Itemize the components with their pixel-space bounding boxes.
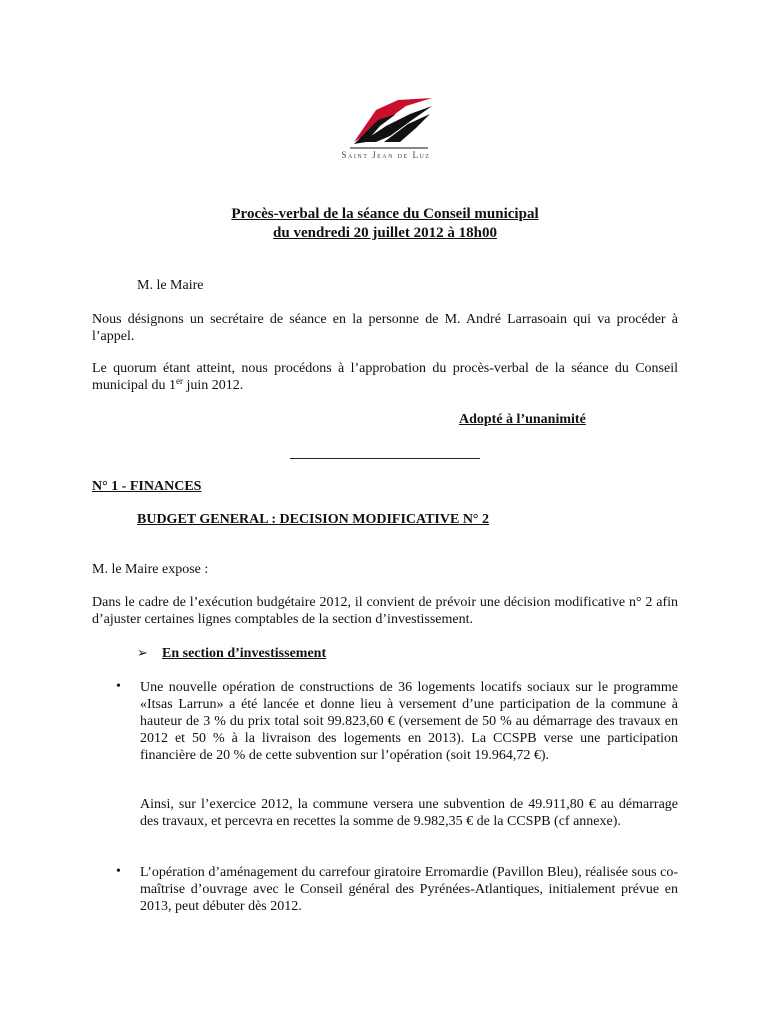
list-item-roundabout: L’opération d’aménagement du carrefour giratoire Erromardie (Pavillon Bleu), réalisée sous co-maîtrise d’ouvrage avec le Conseil général des Pyrénées-Atlantiques, initialement prévue en 2013, peut débuter dès 2012. xyxy=(140,865,678,914)
arrow-bullet-icon: ➢ xyxy=(137,645,148,660)
quorum-date: juin 2012. xyxy=(183,378,244,393)
city-logo-text: Saint Jean de Luz xyxy=(341,150,431,160)
speaker-mayor: M. le Maire xyxy=(137,278,204,293)
bullet-icon: • xyxy=(116,864,121,879)
speaker-mayor-expose: M. le Maire expose : xyxy=(92,562,209,577)
bullet-icon: • xyxy=(116,679,121,694)
section-heading: N° 1 - FINANCES xyxy=(92,479,202,494)
quorum-text: Le quorum étant atteint, nous procédons à l’approbation du procès-verbal de la séance du Conseil municipal du 1 xyxy=(92,361,678,393)
list-item-housing-continued: Ainsi, sur l’exercice 2012, la commune versera une subvention de 49.911,80 € au démarrage des travaux, et percevra en recettes la somme de 9.982,35 € de la CCSPB (cf annexe). xyxy=(140,797,678,829)
page-title-line1: Procès-verbal de la séance du Conseil municipal xyxy=(231,206,539,222)
paragraph-budget: Dans le cadre de l’exécution budgétaire 2012, il convient de prévoir une décision modificative n° 2 afin d’ajuster certaines lignes comptables de la section d’investissement. xyxy=(92,595,678,627)
subsection-heading: BUDGET GENERAL : DECISION MODIFICATIVE N° 2 xyxy=(137,512,490,527)
adopted-label: Adopté à l’unanimité xyxy=(459,412,586,427)
paragraph-secretary: Nous désignons un secrétaire de séance en la personne de M. André Larrasoain qui va procéder à l’appel. xyxy=(92,312,678,344)
quorum-superscript: er xyxy=(176,376,183,386)
investment-heading: En section d’investissement xyxy=(162,646,327,661)
paragraph-quorum xyxy=(92,360,678,394)
separator-line xyxy=(290,458,480,459)
list-item-housing: Une nouvelle opération de constructions de 36 logements locatifs sociaux sur le programme «Itsas Larrun» a été lancée et donne lieu à versement d’une participation de la commune à hauteur de 3 % du prix total soit 99.823,60 € (versement de 50 % au démarrage des travaux en 2012 et 50 % à la livraison des logements en 2013). La CCSPB verse une participation financière de 20 % de cette subvention sur l’opération (soit 19.964,72 €). xyxy=(140,680,678,763)
page-title-line2: du vendredi 20 juillet 2012 à 18h00 xyxy=(273,225,497,241)
